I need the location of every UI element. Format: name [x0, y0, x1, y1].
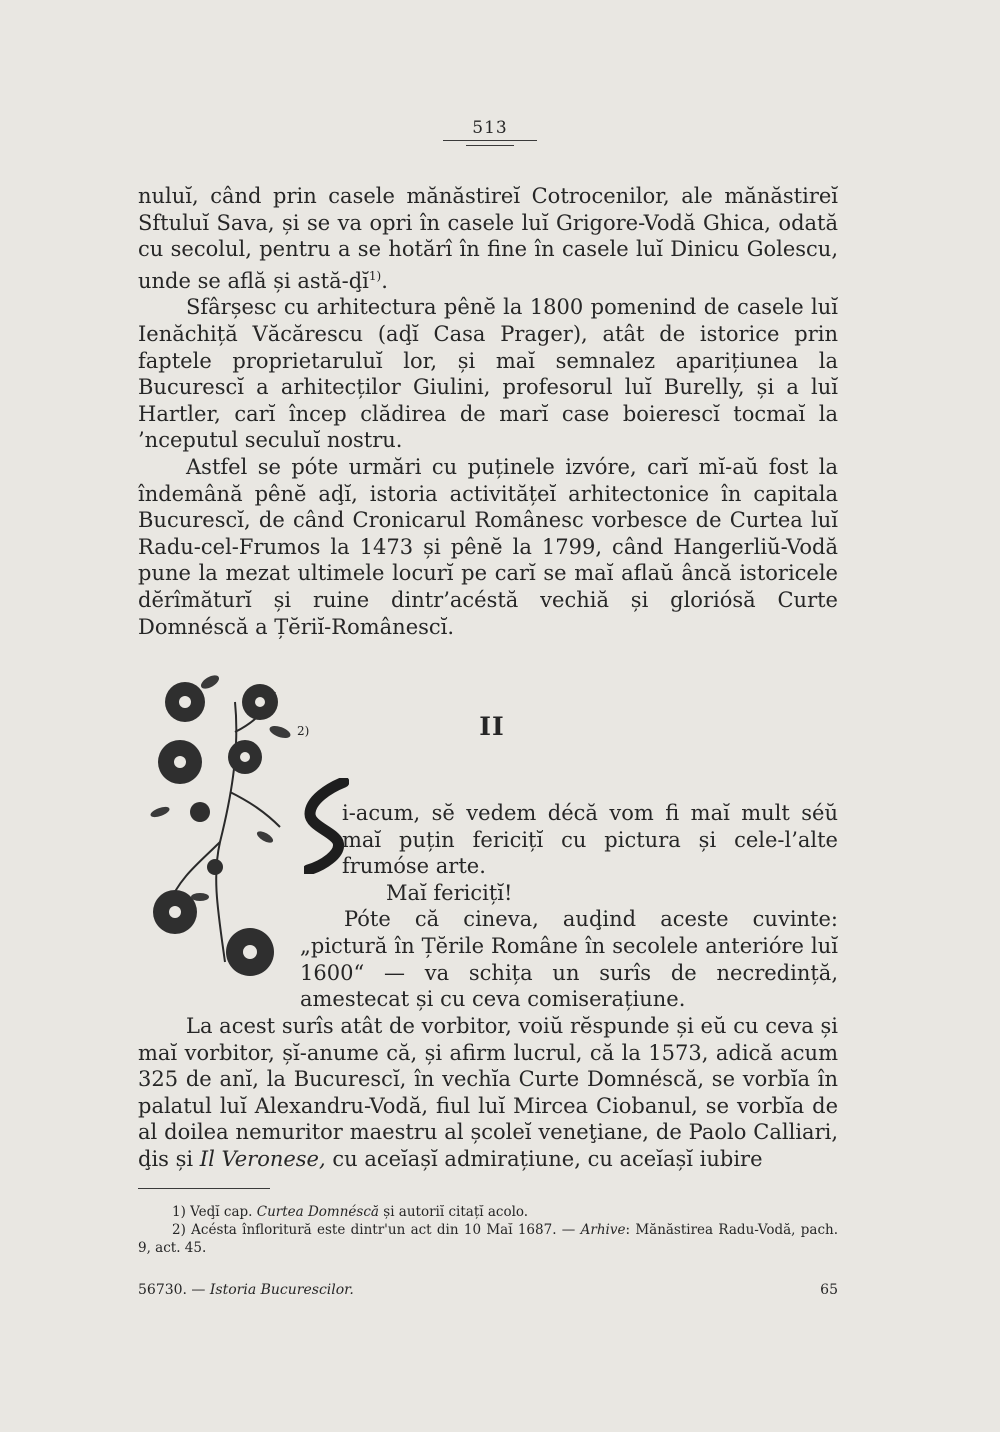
text-block-arhitectura — [138, 183, 838, 640]
printer-signature: 56730. — Istoria Bucurescilor. — [138, 1282, 354, 1298]
paragraph-continuation: nuluĭ, când prin casele mănăstireĭ Cotrocenilor, ale mănăstireĭ Sftuluĭ Sava, și se va opri în casele luĭ Grigore-Vodă Ghica, odată cu secolul, pentru a se hotărî în fine în casele luĭ Dinicu Golescu, unde se află și astă-ḑĭ$^{1)}$. — [138, 184, 838, 293]
text-block-pictura — [300, 800, 838, 1013]
page-number: 513 — [472, 118, 508, 138]
paragraph-si-acum: i-acum, sĕ vedem décă vom fi maĭ mult séŭ maĭ puțin fericițĭ cu pictura și cele-l’alte frumóse arte. — [342, 801, 838, 879]
footnote-rule — [138, 1188, 270, 1189]
footnote-2: 2) Acésta înfloritură este dintr'un act din 10 Maĭ 1687. — Arhive: Mănăstirea Radu-Vodă, pach. 9, act. 45. — [138, 1222, 838, 1256]
header-rule-short — [466, 145, 514, 146]
footnote-1: 1) Veḑĭ cap. Curtea Domnéscă și autoriĭ citațĭ acolo. — [172, 1204, 529, 1220]
footnotes — [138, 1203, 838, 1257]
footnote-ref-1: 1) — [368, 268, 382, 283]
paragraph-sfarsesc: Sfârșesc cu arhitectura pênĕ la 1800 pomenind de casele luĭ Ienăchiță Văcărescu (aḑĭ Casa Prager), atât de istorice prin faptele proprietaruluĭ lor, și maĭ semnalez aparițiunea la Bucurescĭ a arhitecților Giulini, profesorul luĭ Burelly, și a luĭ Hartler, carĭ încep clădirea de marĭ case boierescĭ tocmaĭ la ’nceputul seculuĭ nostru. — [138, 295, 838, 453]
drop-cap-space — [300, 800, 342, 880]
text-block-veronese — [138, 1013, 838, 1173]
name-il-veronese: Il Veronese, — [199, 1146, 326, 1171]
footnote-ref-2: 2) — [297, 724, 310, 738]
sheet-number: 65 — [820, 1282, 838, 1298]
paragraph-astfel: Astfel se póte urmări cu puținele izvóre, carĭ mĭ-aŭ fost la îndemână pênĕ aḑĭ, istoria activitățeĭ arhitectonice în capitala Bucurescĭ, de când Cronicarul Românesc vorbesce de Curtea luĭ Radu-cel-Frumos la 1473 și pênĕ la 1799, când Hangerliŭ-Vodă pune la mezat ultimele locurĭ pe carĭ se maĭ aflaŭ âncă istoricele dĕrîmăturĭ și ruine dintr’acéstă vechiă și gloriósă Curte Domnéscă a Țĕriĭ-Românescĭ. — [138, 454, 838, 639]
paragraph-pote: Póte că cineva, auḑind aceste cuvinte: „pictură în Țĕrile Române în secolele anterióre luĭ 1600“ — va schița un surîs de necredință, amestecat și cu ceva comiserațiune. — [300, 907, 838, 1012]
paragraph-la-acest-suris: La acest surîs atât de vorbitor, voiŭ rĕspunde și eŭ cu ceva și maĭ vorbitor, șĭ-anume că, și afirm lucrul, că la 1573, adică acum 325 de anĭ, la Bucurescĭ, în vechĭa Curte Domnéscă, se vorbĭa în palatul luĭ Alexandru-Vodă, fiul luĭ Mircea Ciobanul, se vorbĭa de al doilea nemuritor maestru al școleĭ veneţiane, de Paolo Calliari, ḑis și Il Veronese, cu aceĭașĭ admirațiune, cu aceĭașĭ iubire — [138, 1014, 838, 1171]
header-rule — [443, 140, 537, 141]
paragraph-mai-fericiti: Maĭ fericițĭ! — [386, 880, 513, 905]
section-heading: II — [479, 712, 505, 741]
